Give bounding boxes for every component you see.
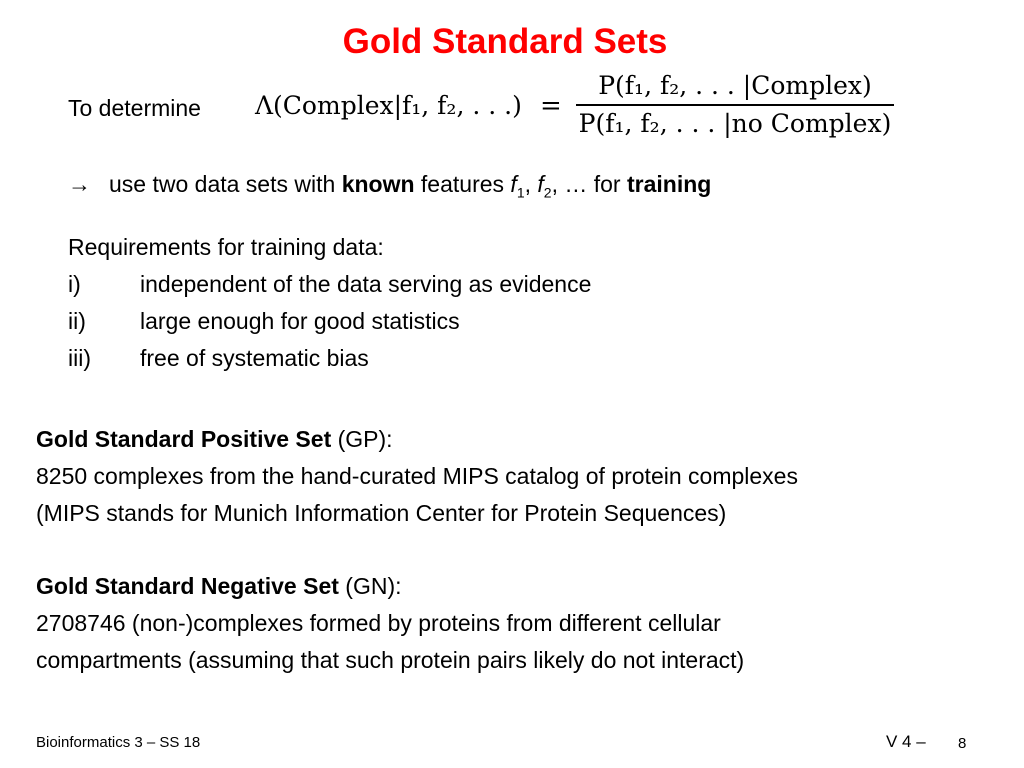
training-bold: training bbox=[626, 171, 712, 197]
requirement-number: iii) bbox=[68, 345, 91, 371]
footer-course: Bioinformatics 3 – SS 18 bbox=[36, 734, 201, 751]
gp-heading-line bbox=[36, 426, 393, 453]
gp-line-2: (MIPS stands for Munich Information Center for Protein Sequences) bbox=[36, 500, 727, 526]
slide-title: Gold Standard Sets bbox=[342, 22, 668, 61]
requirement-text: free of systematic bias bbox=[140, 345, 369, 371]
gp-heading: Gold Standard Positive Set bbox=[36, 426, 332, 452]
feature-f2-sub: 2 bbox=[543, 184, 552, 201]
training-text-2: features bbox=[414, 171, 511, 197]
requirements-title: Requirements for training data: bbox=[68, 234, 384, 260]
training-text-1: use two data sets with bbox=[109, 171, 342, 197]
gn-line-2: compartments (assuming that such protein pairs likely do not interact) bbox=[36, 647, 745, 673]
formula-numerator: P(f₁, f₂, . . . |Complex) bbox=[598, 71, 872, 100]
requirement-number: ii) bbox=[68, 308, 86, 334]
formula-fraction bbox=[576, 70, 894, 140]
requirement-number: i) bbox=[68, 271, 81, 297]
feature-f2: f bbox=[537, 171, 544, 197]
requirement-text: independent of the data serving as evidence bbox=[140, 271, 592, 297]
page-number: 8 bbox=[958, 735, 967, 752]
gp-abbr: (GP): bbox=[331, 426, 393, 452]
feature-f1-sub: 1 bbox=[516, 184, 525, 201]
formula-denominator: P(f₁, f₂, . . . |no Complex) bbox=[578, 109, 892, 138]
footer-lecture: V 4 – bbox=[886, 732, 926, 751]
gn-heading-line bbox=[36, 573, 402, 600]
gp-line-1: 8250 complexes from the hand-curated MIPS catalog of protein complexes bbox=[36, 463, 798, 489]
training-comma: , bbox=[524, 171, 538, 197]
gn-abbr: (GN): bbox=[338, 573, 402, 599]
gn-line-1: 2708746 (non-)complexes formed by proteins from different cellular bbox=[36, 610, 721, 636]
requirement-text: large enough for good statistics bbox=[140, 308, 460, 334]
fraction-bar bbox=[576, 104, 894, 106]
right-arrow-icon: → bbox=[68, 171, 91, 197]
formula-equals: = bbox=[540, 91, 562, 121]
training-known: known bbox=[341, 171, 415, 197]
training-line bbox=[68, 171, 711, 201]
training-text-3: , … for bbox=[551, 171, 627, 197]
feature-f1: f bbox=[510, 171, 517, 197]
determine-label: To determine bbox=[68, 95, 201, 121]
gn-heading: Gold Standard Negative Set bbox=[36, 573, 339, 599]
formula-lhs: Λ(Complex|f₁, f₂, . . .) bbox=[255, 91, 522, 120]
